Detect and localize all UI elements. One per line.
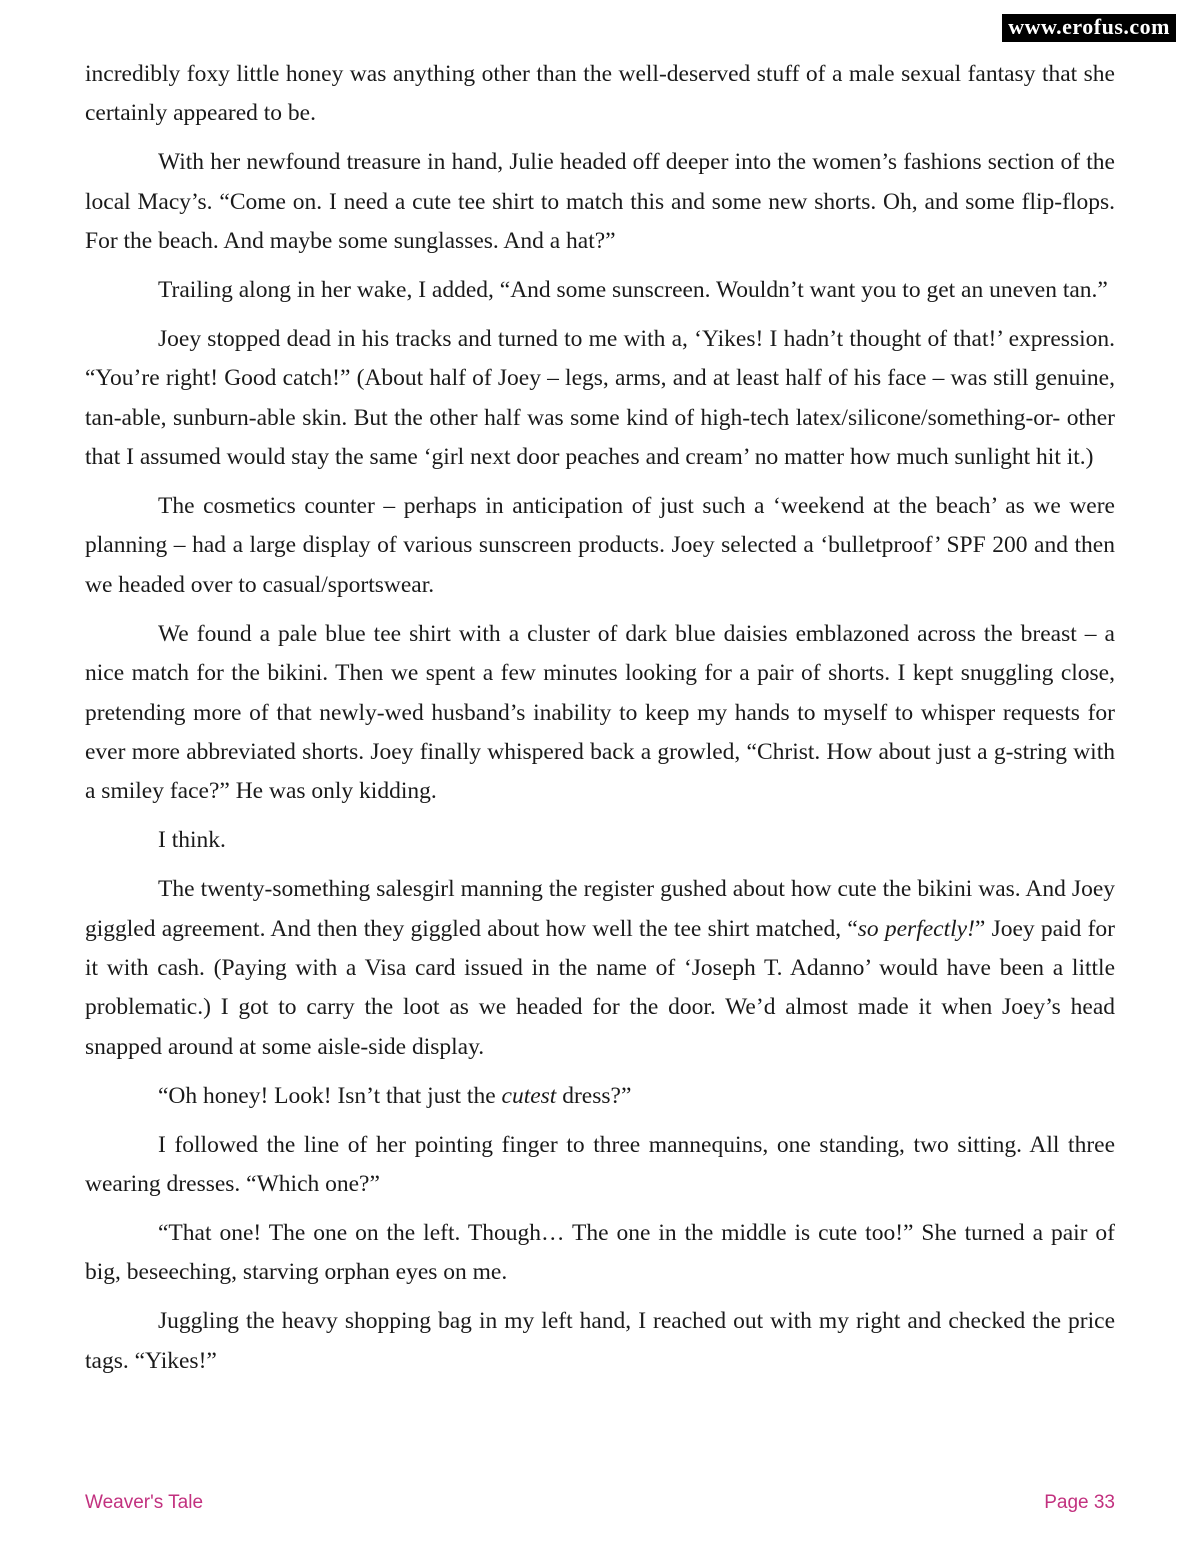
- paragraph-text: “Oh honey! Look! Isn’t that just the: [158, 1082, 502, 1109]
- paragraph: “That one! The one on the left. Though… The one in the middle is cute too!” She turned a pair of big, beseeching, starving orphan eyes on me.: [85, 1219, 1115, 1286]
- paragraph: We found a pale blue tee shirt with a cluster of dark blue daisies emblazoned across the breast – a nice match for the bikini. Then we spent a few minutes looking for a pair of shorts. I kept snuggling close, pretending more of that newly-wed husband’s inability to keep my hands to myself to whisper requests for ever more abbreviated shorts. Joey finally whispered back a growled, “Christ. How about just a g-string with a smiley face?” He was only kidding.: [85, 620, 1115, 805]
- paragraph: Juggling the heavy shopping bag in my left hand, I reached out with my right and checked the price tags. “Yikes!”: [85, 1308, 1115, 1374]
- paragraph: Trailing along in her wake, I added, “And some sunscreen. Wouldn’t want you to get an uneven tan.”: [158, 277, 1108, 304]
- paragraph-text: The twenty-something salesgirl manning the register gushed about how cute the bikini was. And Joey giggled agreement. And then they giggled about how well the tee shirt matched, “: [85, 876, 1115, 942]
- paragraph: With her newfound treasure in hand, Julie headed off deeper into the women’s fashions section of the local Macy’s. “Come on. I need a cute tee shirt to match this and some new shorts. Oh, and some flip-flops. For the beach. And maybe some sunglasses. And a hat?”: [85, 149, 1115, 255]
- page-footer: [85, 1492, 1115, 1514]
- paragraph: [85, 870, 1115, 1067]
- book-title: Weaver's Tale: [85, 1492, 204, 1513]
- paragraph: Joey stopped dead in his tracks and turned to me with a, ‘Yikes! I hadn’t thought of that!’ expression. “You’re right! Good catch!” (About half of Joey – legs, arms, and at least half of his face – was still genuine, tan-able, sunburn-able skin. But the other half was some kind of high-tech latex/silicone/something-or- other that I assumed would stay the same ‘girl next door peaches and cream’ no matter how much sunlight hit it.): [85, 325, 1115, 471]
- paragraph-text: dress?”: [556, 1082, 632, 1109]
- paragraph-text: ” Joey paid for it with cash. (Paying with a Visa card issued in the name of ‘Joseph T. Adanno’ would have been a little problematic.) I got to carry the loot as we headed for the door. We’d almost made it when Joey’s head snapped around at some aisle-side display.: [85, 915, 1115, 1060]
- paragraph: The cosmetics counter – perhaps in anticipation of just such a ‘weekend at the beach’ as we were planning – had a large display of various sunscreen products. Joey selected a ‘bulletproof’ SPF 200 and then we headed over to casual/sportswear.: [85, 493, 1115, 598]
- paragraph: I think.: [158, 827, 226, 854]
- paragraph: [85, 1077, 1115, 1116]
- watermark: www.erofus.com: [1002, 14, 1176, 42]
- paragraph-continued: incredibly foxy little honey was anything other than the well-deserved stuff of a male sexual fantasy that she certainly appeared to be.: [85, 61, 1115, 127]
- page-body: [85, 55, 1115, 1391]
- page-number: Page 33: [1044, 1492, 1115, 1513]
- emphasis-text: so perfectly!: [857, 915, 975, 942]
- emphasis-text: cutest: [501, 1082, 557, 1109]
- paragraph: I followed the line of her pointing finger to three mannequins, one standing, two sitting. All three wearing dresses. “Which one?”: [85, 1131, 1115, 1198]
